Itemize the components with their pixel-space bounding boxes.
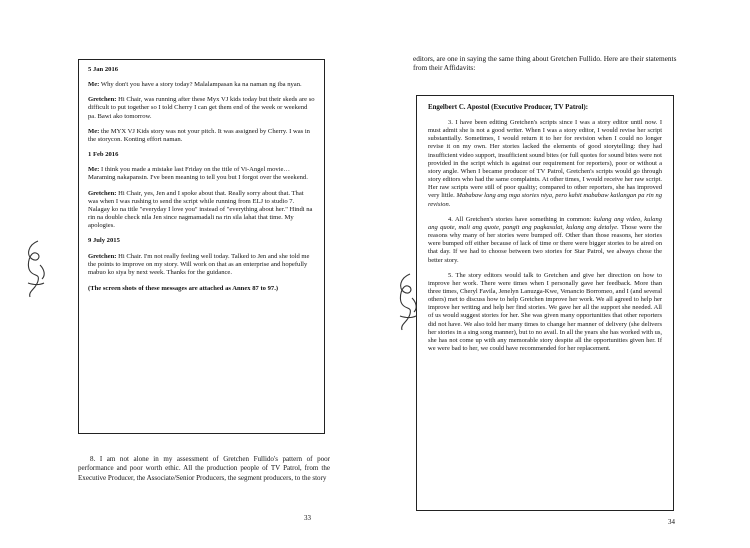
paragraph-text: 5. The story editors would talk to Gretchen and give her direction on how to improve her work. There were times when I personally gave her feedback. More than three times, Cheryl Favila, Jenelyn Lanuzga-Kwe, Venancio Borromeo, and I (and several others) met to discuss how to help Gretchen improve her work. We all agreed to help her improve her writing and help her find stories. We gave her all the support she needed. All of us would suggest stories for her. She was given many opportunities that other reporters did not have. We also told her many times to change her manner of delivery (she delivers her stories in a sing song manner), but to no avail. In all the years she has worked with us, she has not come up with any memorable story despite all the opportunities given her. If we were bad to her, we could have recommended for her replacement. xyxy=(428,271,662,353)
message-entry xyxy=(88,190,315,231)
affidavit-paragraph xyxy=(428,119,662,209)
paragraph-8: 8. I am not alone in my assessment of Gretchen Fullido's pattern of poor performance and poor worth ethic. All the production people of TV Patrol, from the Executive Producer, the Associate/Senior Producers, the segment producers, to the story xyxy=(78,455,330,482)
message-speaker: Me: xyxy=(88,81,100,89)
left-page xyxy=(0,0,372,548)
message-speaker: Me: xyxy=(88,166,100,174)
message-text: I think you made a mistake last Friday on the title of Vi-Angel movie… Maraming nakapansin. I've been meaning to tell you but I forgot over the weekend. xyxy=(88,166,308,182)
message-log-box xyxy=(78,59,325,434)
message-speaker: Gretchen: xyxy=(88,189,117,197)
message-date: 9 July 2015 xyxy=(88,237,120,245)
signature-initials-left xyxy=(18,235,52,305)
right-page xyxy=(378,0,750,548)
italic-text: Mababaw lang ang mga stories niya, pero kahit mababaw kailangan pa rin ng revision. xyxy=(428,192,662,208)
message-text: Why don't you have a story today? Malalampasan ka na naman ng iba nyan. xyxy=(99,81,302,89)
paragraph-text: 3. I have been editing Gretchen's scripts since I was a story editor until now. I must admit she is not a good writer. When I was a story editor, I would revise her script substantially. Sometimes, I would return it to her for revision when I could no longer revise it on my own. Her stories lacked the elements of good storytelling: they had insufficient video support, insufficient sound bites (or full quotes for sound bites were not provided in the script which is against our requirement for reporters), poor or without a story angle. When I became producer of TV Patrol, Gretchen's scripts would go through story editors who had the same complaints. At other times, I would receive her raw script. Her raw scripts were still of poor quality; compared to other reporters, she has improved very little. xyxy=(428,119,662,200)
page-number: 34 xyxy=(668,518,675,526)
annex-note: (The screen shots of these messages are attached as Annex 87 to 97.) xyxy=(88,284,279,292)
affidavit-paragraph xyxy=(428,216,662,265)
message-entry xyxy=(88,81,315,89)
paragraph-text: 4. All Gretchen's stories have something in common: xyxy=(448,215,594,223)
paragraph-text: Those were the reasons why many of her stories were bumped off. Other than those reasons, her stories were bumped off either because of lack of time or there were bigger stories to be aired on that day. If we had to choose between two stories for Star Patrol, we always chose the better story. xyxy=(428,223,662,264)
message-text: the MYX VJ Kids story was not your pitch. It was assigned by Cherry. I was in the storycon. Konting effort naman. xyxy=(88,127,310,143)
message-speaker: Gretchen: xyxy=(88,252,117,260)
message-entry xyxy=(88,128,315,144)
signature-initials-right xyxy=(390,268,424,338)
italic-text: kulang ang video, kulang ang quote, mali ang quote, pangit ang pagkasulat, kulang ang detalye. xyxy=(428,215,662,231)
message-entry xyxy=(88,253,315,277)
intro-text: editors, are one in saying the same thing about Gretchen Fullido. Here are their statements from their Affidavits: xyxy=(413,54,677,73)
message-speaker: Gretchen: xyxy=(88,96,117,104)
message-speaker: Me: xyxy=(88,127,100,135)
page-number: 33 xyxy=(304,514,311,522)
message-date: 5 Jan 2016 xyxy=(88,66,119,73)
affidavit-heading: Engelbert C. Apostol (Executive Producer, TV Patrol): xyxy=(428,104,589,111)
message-entry xyxy=(88,96,315,120)
affidavit-paragraph xyxy=(428,272,662,354)
message-text: Hi Chair, was running after these Myx VJ kids today but their skeds are so difficult to put together so I told Cherry I can get them end of the week or weekend pa. Bawi ako tomorrow. xyxy=(88,96,315,120)
message-date: 1 Feb 2016 xyxy=(88,151,119,159)
message-text: Hi Chair, yes, Jen and I spoke about that. Really sorry about that. That was when I was rushing to send the script while running from ELJ to studio 7. Nalagay ko na title "everyday I love you" instead of "everything about her." Hindi na rin na double check nila Jen since nagmamadali na rin sila lahat that time. My apologies. xyxy=(88,189,313,230)
message-entry xyxy=(88,166,315,182)
affidavit-box xyxy=(416,95,674,511)
message-text: Hi Chair. I'm not really feeling well today. Talked to Jen and she told me the points to improve on my story. Will work on that as an enterprise and hopefully mabuo ko siya by next week. Thanks for the guidance. xyxy=(88,252,310,276)
affidavit-paragraphs xyxy=(428,119,662,353)
